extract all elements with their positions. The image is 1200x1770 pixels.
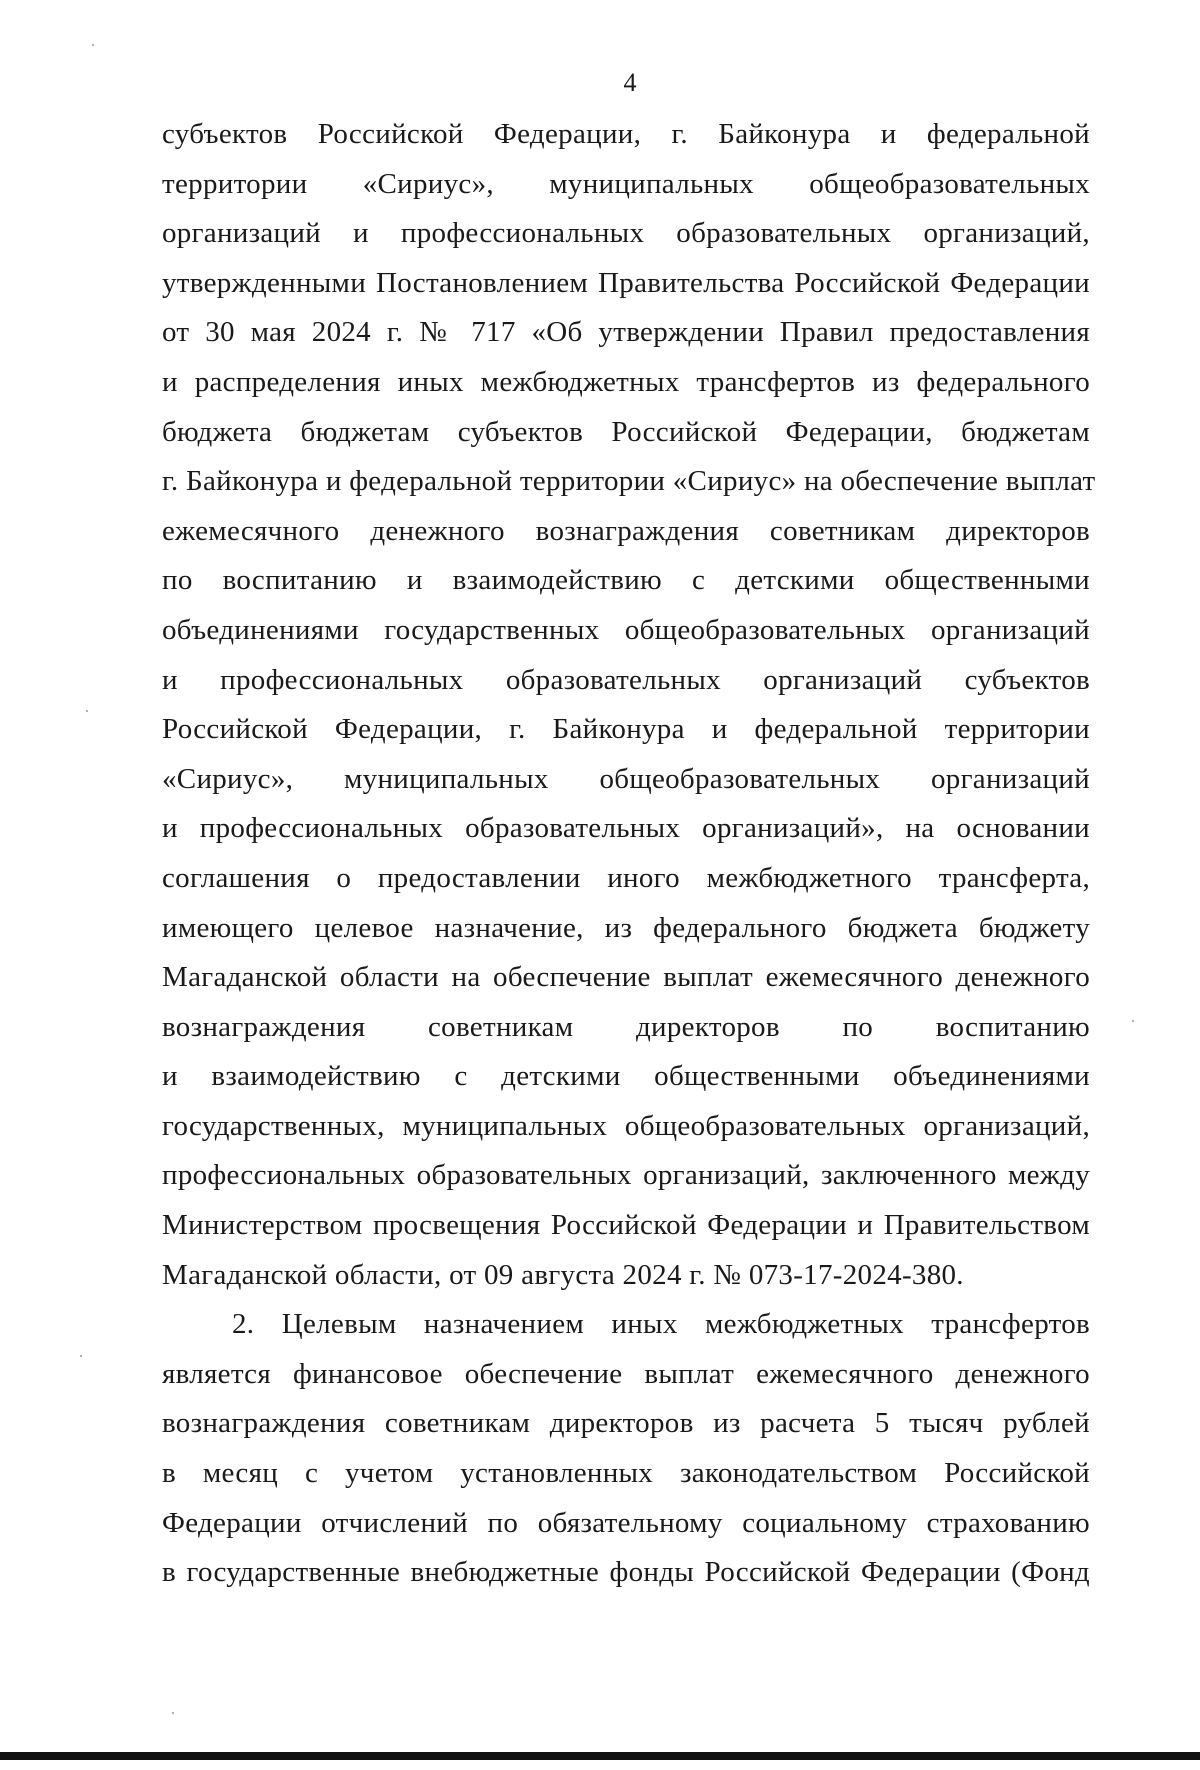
text-line: организаций и профессиональных образовательных организаций, — [162, 217, 1090, 250]
document-body — [162, 110, 1096, 1598]
text-line: имеющего целевое назначение, из федерального бюджета бюджету — [162, 911, 1090, 944]
text-line: и распределения иных межбюджетных трансфертов из федерального — [162, 365, 1090, 398]
text-line: Министерством просвещения Российской Федерации и Правительством — [162, 1209, 1090, 1242]
text-line: государственных, муниципальных общеобразовательных организаций, — [162, 1109, 1090, 1142]
text-line: является финансовое обеспечение выплат ежемесячного денежного — [162, 1357, 1090, 1390]
text-line: ежемесячного денежного вознаграждения советникам директоров — [162, 514, 1090, 547]
page-number: 4 — [623, 68, 637, 97]
text-line: Магаданской области, от 09 августа 2024 г. № 073-17-2024-380. — [162, 1258, 964, 1291]
text-line: территории «Сириус», муниципальных общеобразовательных — [162, 167, 1090, 200]
scan-speck — [86, 710, 88, 712]
text-line: 2. Целевым назначением иных межбюджетных трансфертов — [232, 1308, 1090, 1341]
text-line: в месяц с учетом установленных законодательством Российской — [162, 1457, 1090, 1490]
text-line: соглашения о предоставлении иного межбюджетного трансферта, — [162, 861, 1090, 894]
text-line: «Сириус», муниципальных общеобразовательных организаций — [162, 762, 1090, 795]
text-line: по воспитанию и взаимодействию с детскими общественными — [162, 564, 1090, 597]
scan-speck — [1132, 1020, 1134, 1022]
text-line: объединениями государственных общеобразовательных организаций — [162, 613, 1090, 646]
text-line: и профессиональных образовательных организаций субъектов — [162, 663, 1090, 696]
text-line: от 30 мая 2024 г. № 717 «Об утверждении Правил предоставления — [162, 316, 1090, 349]
page-bottom-border — [0, 1752, 1200, 1760]
text-line: профессиональных образовательных организаций, заключенного между — [162, 1159, 1090, 1192]
paragraph-1 — [162, 110, 1096, 1300]
text-line: вознаграждения советникам директоров по воспитанию — [162, 1010, 1090, 1043]
text-line: г. Байконура и федеральной территории «Сириус» на обеспечение выплат — [162, 465, 1096, 498]
scan-speck — [172, 1712, 174, 1714]
text-line: бюджета бюджетам субъектов Российской Федерации, бюджетам — [162, 415, 1090, 448]
text-line: и взаимодействию с детскими общественными объединениями — [162, 1060, 1090, 1093]
text-line: Магаданской области на обеспечение выплат ежемесячного денежного — [162, 961, 1090, 994]
paragraph-2 — [162, 1300, 1090, 1598]
text-line: вознаграждения советникам директоров из расчета 5 тысяч рублей — [162, 1407, 1090, 1440]
text-line: в государственные внебюджетные фонды Российской Федерации (Фонд — [162, 1556, 1090, 1589]
text-line: Российской Федерации, г. Байконура и федеральной территории — [162, 713, 1090, 746]
scan-speck — [92, 44, 94, 46]
text-line: субъектов Российской Федерации, г. Байконура и федеральной — [162, 118, 1090, 150]
text-line: утвержденными Постановлением Правительства Российской Федерации — [162, 266, 1090, 299]
text-line: Федерации отчислений по обязательному социальному страхованию — [162, 1506, 1090, 1539]
scan-speck — [80, 1355, 82, 1357]
text-line: и профессиональных образовательных организаций», на основании — [162, 812, 1090, 845]
